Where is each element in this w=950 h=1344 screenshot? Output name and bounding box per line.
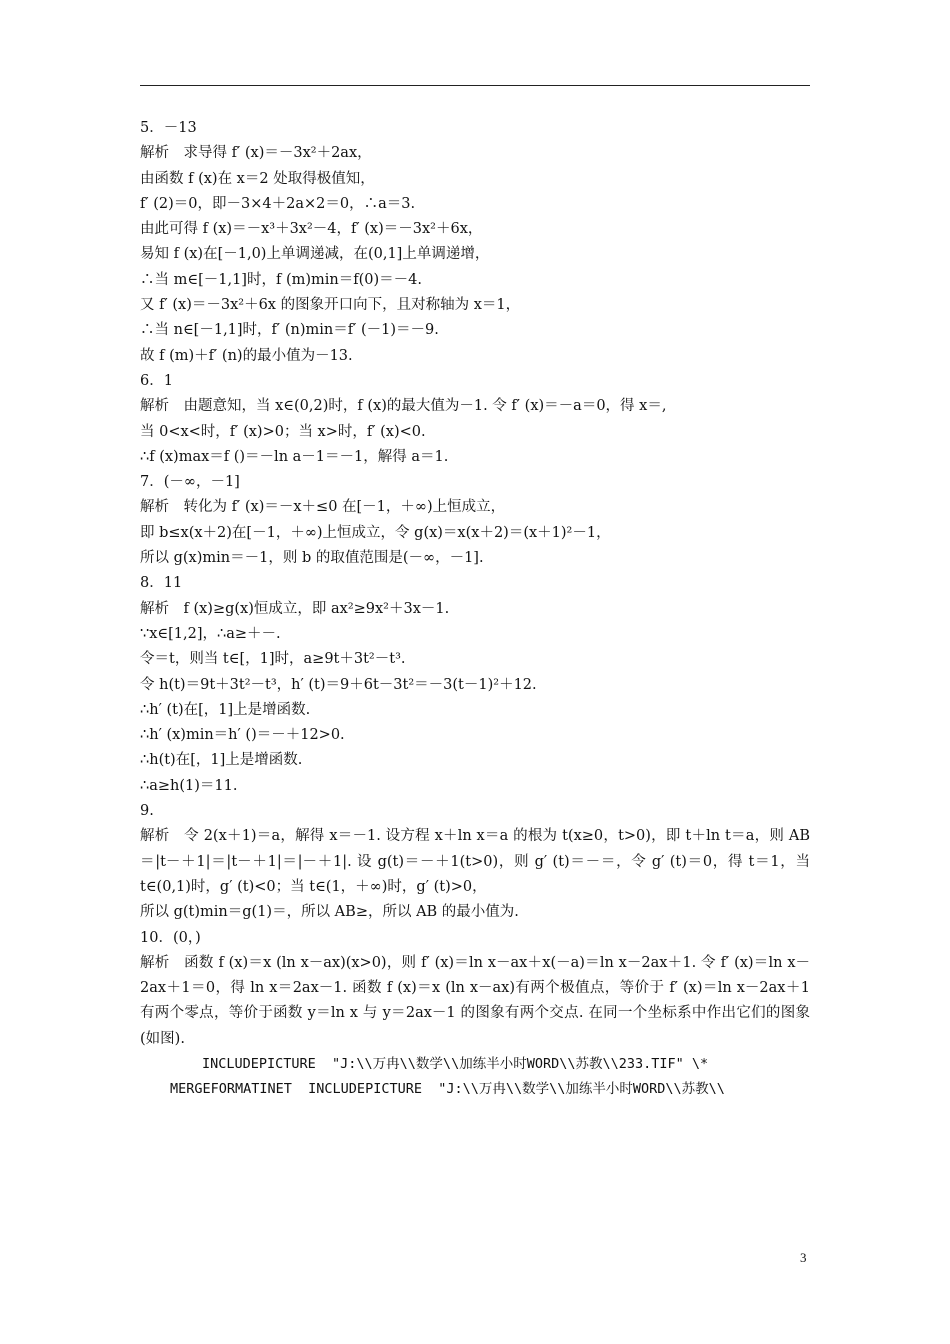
text-line: 5．－13 (140, 120, 197, 136)
text-line: 所以 g(t)min＝g(1)＝，所以 AB≥，所以 AB 的最小值为. (140, 904, 519, 921)
text-line: 又 f′ (x)＝－3x²＋6x 的图象开口向下，且对称轴为 x＝1， (140, 297, 521, 314)
text-line: 故 f (m)＋f′ (n)的最小值为－13. (140, 347, 353, 364)
text-line: 解析 转化为 f′ (x)＝－x＋≤0 在[－1，＋∞)上恒成立， (140, 499, 506, 516)
text-line: ∴a≥h(1)＝11. (140, 777, 238, 794)
text-line: 10．(0，) (140, 929, 201, 946)
text-line: 解析 由题意知，当 x∈(0,2)时，f (x)的最大值为－1. 令 f′ (x)＝－a＝0，得 x＝, (140, 398, 667, 415)
text-line: 7．(－∞，－1] (140, 474, 240, 491)
text-line: ∴当 m∈[－1,1]时，f (m)min＝f(0)＝－4. (140, 271, 422, 288)
text-line: 令＝t，则当 t∈[，1]时，a≥9t＋3t²－t³. (140, 651, 406, 668)
text-line: 即 b≤x(x＋2)在[－1，＋∞)上恒成立，令 g(x)＝x(x＋2)＝(x＋1)²－1， (140, 524, 611, 541)
header-rule (140, 85, 810, 86)
text-line: ∴h(t)在[，1]上是增函数. (140, 752, 303, 769)
text-line: ∴f (x)max＝f ()＝－ln a－1＝－1，解得 a＝1. (140, 448, 449, 465)
text-line: 解析 求导得 f′ (x)＝－3x²＋2ax， (140, 145, 372, 162)
text-line: 解析 f (x)≥g(x)恒成立，即 ax²≥9x²＋3x－1. (140, 600, 450, 617)
text-line: f′ (2)＝0，即－3×4＋2a×2＝0，∴a＝3. (140, 195, 416, 212)
text-line: 8．11 (140, 575, 183, 592)
field-code-line: INCLUDEPICTURE "J:\\万冉\\数学\\加练半小时WORD\\苏教\\233.TIF" \* (202, 1055, 709, 1072)
text-line: ∵x∈[1,2]，∴a≥＋－. (140, 625, 281, 642)
text-line: 当 0<x<时，f′ (x)>0；当 x>时，f′ (x)<0. (140, 423, 426, 440)
document-body (140, 116, 810, 1102)
text-line: 6．1 (140, 372, 173, 389)
text-line: 由此可得 f (x)＝－x³＋3x²－4，f′ (x)＝－3x²＋6x， (140, 221, 483, 238)
page-number: 3 (800, 1250, 807, 1265)
paragraph-10: 解析 函数 f (x)＝x (ln x－ax)(x>0)，则 f′ (x)＝ln x－ax＋x(－a)＝ln x－2ax＋1. 令 f′ (x)＝ln x－2ax＋1＝0，得 ln x＝2ax－1. 函数 f (x)＝x (ln x－ax)有两个极值点，等价于 f′ (x)＝ln x－2ax＋1 有两个零点，等价于函数 y＝ln x 与 y＝2ax－1 的图象有两个交点. 在同一个坐标系中作出它们的图象(如图). (140, 954, 810, 1047)
text-line: 9. (140, 803, 154, 820)
text-line: ∴h′ (t)在[，1]上是增函数. (140, 701, 311, 718)
text-line: ∴h′ (x)min＝h′ ()＝－＋12>0. (140, 727, 345, 744)
field-code-line: MERGEFORMATINET INCLUDEPICTURE "J:\\万冉\\数学\\加练半小时WORD\\苏教\\ (170, 1080, 725, 1097)
text-line: 由函数 f (x)在 x＝2 处取得极值知， (140, 170, 375, 187)
text-line: ∴当 n∈[－1,1]时，f′ (n)min＝f′ (－1)＝－9. (140, 322, 439, 339)
text-line: 所以 g(x)min＝－1，则 b 的取值范围是(－∞，－1]. (140, 550, 484, 567)
paragraph-9: 解析 令 2(x＋1)＝a，解得 x＝－1. 设方程 x＋ln x＝a 的根为 t(x≥0，t>0)，即 t＋ln t＝a，则 AB＝|t－＋1|＝|t－＋1|＝|－＋1|. 设 g(t)＝－＋1(t>0)，则 g′ (t)＝－＝，令 g′ (t)＝0，得 t＝1，当 t∈(0,1)时，g′ (t)<0；当 t∈(1，＋∞)时，g′ (t)>0， (140, 828, 810, 895)
text-line: 令 h(t)＝9t＋3t²－t³，h′ (t)＝9＋6t－3t²＝－3(t－1)²＋12. (140, 676, 537, 693)
text-line: 易知 f (x)在[－1,0)上单调递减，在(0,1]上单调递增， (140, 246, 490, 263)
